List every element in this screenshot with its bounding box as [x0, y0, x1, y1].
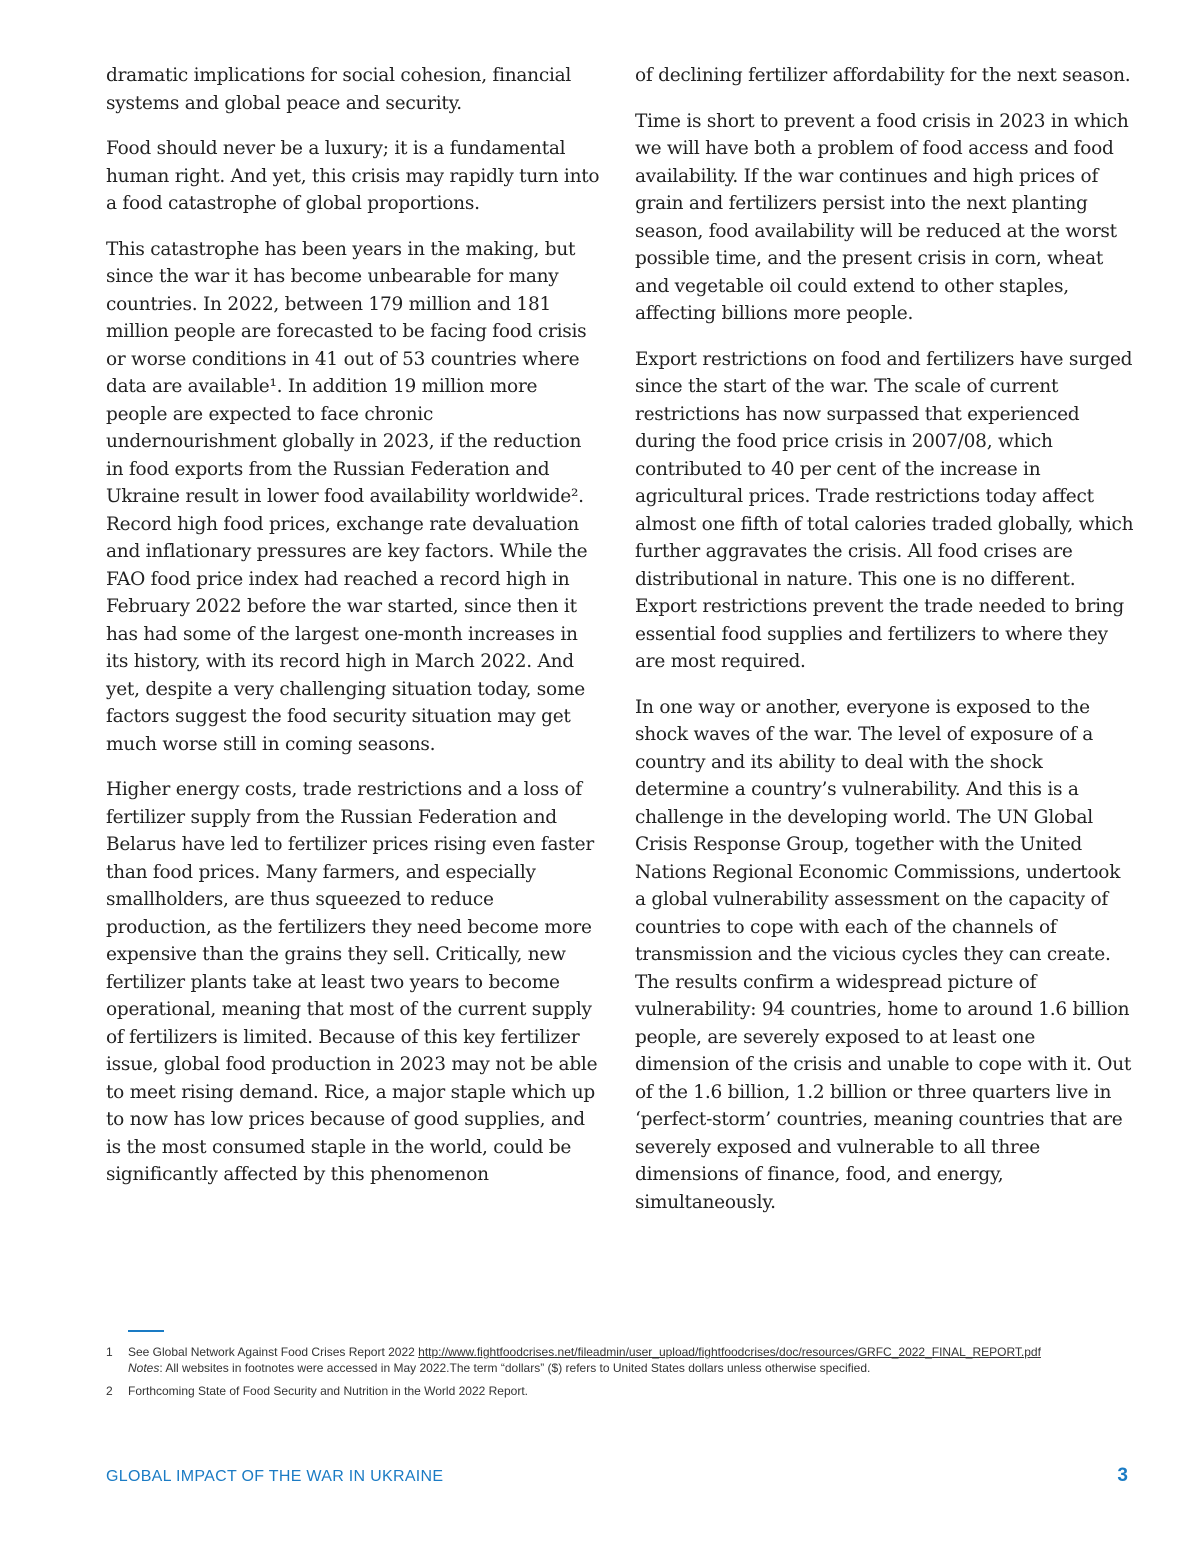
footnote-notes: [128, 1360, 1041, 1376]
footnote-body: [128, 1344, 1041, 1376]
page-number: 3: [1117, 1465, 1128, 1486]
left-column: [106, 62, 601, 1207]
body-paragraph: Time is short to prevent a food crisis in 2023 in which we will have both a problem of food access and food availability. If the war continues and high prices of grain and fertilizers persist into the next planting season, food availability will be reduced at the worst possible time, and the present crisis in corn, wheat and vegetable oil could extend to other staples, affecting billions more people.: [635, 110, 1129, 324]
right-column: [635, 62, 1135, 1234]
footnote-text: Forthcoming State of Food Security and Nutrition in the World 2022 Report.: [128, 1384, 528, 1398]
footer-title: GLOBAL IMPACT OF THE WAR IN UKRAINE: [106, 1468, 444, 1485]
footnote-2: [106, 1383, 1116, 1399]
footnote-divider: [128, 1330, 164, 1332]
body-paragraph: of declining fertilizer affordability for the next season.: [635, 65, 1131, 86]
body-paragraph: Food should never be a luxury; it is a fundamental human right. And yet, this crisis may rapidly turn into a food catastrophe of global proportions.: [106, 138, 600, 214]
body-paragraph: Export restrictions on food and fertilizers have surged since the start of the war. The scale of current restrictions has now surpassed that experienced during the food price crisis in 2007/08, which contributed to 40 per cent of the increase in agricultural prices. Trade restrictions today affect almost one fifth of total calories traded globally, which further aggravates the crisis. All food crises are distributional in nature. This one is no different. Export restrictions prevent the trade needed to bring essential food supplies and fertilizers to where they are most required.: [635, 348, 1134, 672]
notes-label: Notes: [128, 1361, 160, 1375]
body-paragraph: In one way or another, everyone is exposed to the shock waves of the war. The level of exposure of a country and its ability to deal with the shock determine a country’s vulnerability. And this is a challenge in the developing world. The UN Global Crisis Response Group, together with the United Nations Regional Economic Commissions, undertook a global vulnerability assessment on the capacity of countries to cope with each of the channels of transmission and the vicious cycles they can create. The results confirm a widespread picture of vulnerability: 94 countries, home to around 1.6 billion people, are severely exposed to at least one dimension of the crisis and unable to cope with it. Out of the 1.6 billion, 1.2 billion or three quarters live in ‘perfect-storm’ countries, meaning countries that are severely exposed and vulnerable to all three dimensions of finance, food, and energy, simultaneously.: [635, 696, 1132, 1213]
body-paragraph: Higher energy costs, trade restrictions and a loss of fertilizer supply from the Russian Federation and Belarus have led to fertilizer prices rising even faster than food prices. Many farmers, and especially smallholders, are thus squeezed to reduce production, as the fertilizers they need become more expensive than the grains they sell. Critically, new fertilizer plants take at least two years to become operational, meaning that most of the current supply of fertilizers is limited. Because of this key fertilizer issue, global food production in 2023 may not be able to meet rising demand. Rice, a major staple which up to now has low prices because of good supplies, and is the most consumed staple in the world, could be significantly affected by this phenomenon: [106, 779, 598, 1185]
footnote-text: See Global Network Against Food Crises Report 2022: [128, 1345, 419, 1359]
body-paragraph: This catastrophe has been years in the making, but since the war it has become unbearable for many countries. In 2022, between 179 million and 181 million people are forecasted to be facing food crisis or worse conditions in 41 out of 53 countries where data are available¹. In addition 19 million more people are expected to face chronic undernourishment globally in 2023, if the reduction in food exports from the Russian Federation and Ukraine result in lower food availability worldwide². Record high food prices, exchange rate devaluation and inflationary pressures are key factors. While the FAO food price index had reached a record high in February 2022 before the war started, since then it has had some of the largest one-month increases in its history, with its record high in March 2022. And yet, despite a very challenging situation today, some factors suggest the food security situation may get much worse still in coming seasons.: [106, 238, 588, 755]
footnote-number: 2: [106, 1384, 113, 1398]
footnote-number: 1: [106, 1345, 113, 1359]
footnote-1: [106, 1344, 1116, 1376]
notes-text: : All websites in footnotes were accessed in May 2022.The term “dollars” ($) refers to United States dollars unless otherwise specified.: [159, 1361, 871, 1375]
footnotes: [106, 1330, 1116, 1406]
body-paragraph: dramatic implications for social cohesion, financial systems and global peace and security.: [106, 65, 572, 114]
footnote-link[interactable]: http://www.fightfoodcrises.net/fileadmin/user_upload/fightfoodcrises/doc/resources/GRFC_2022_FINAL_REPORT.pdf: [418, 1345, 1041, 1359]
